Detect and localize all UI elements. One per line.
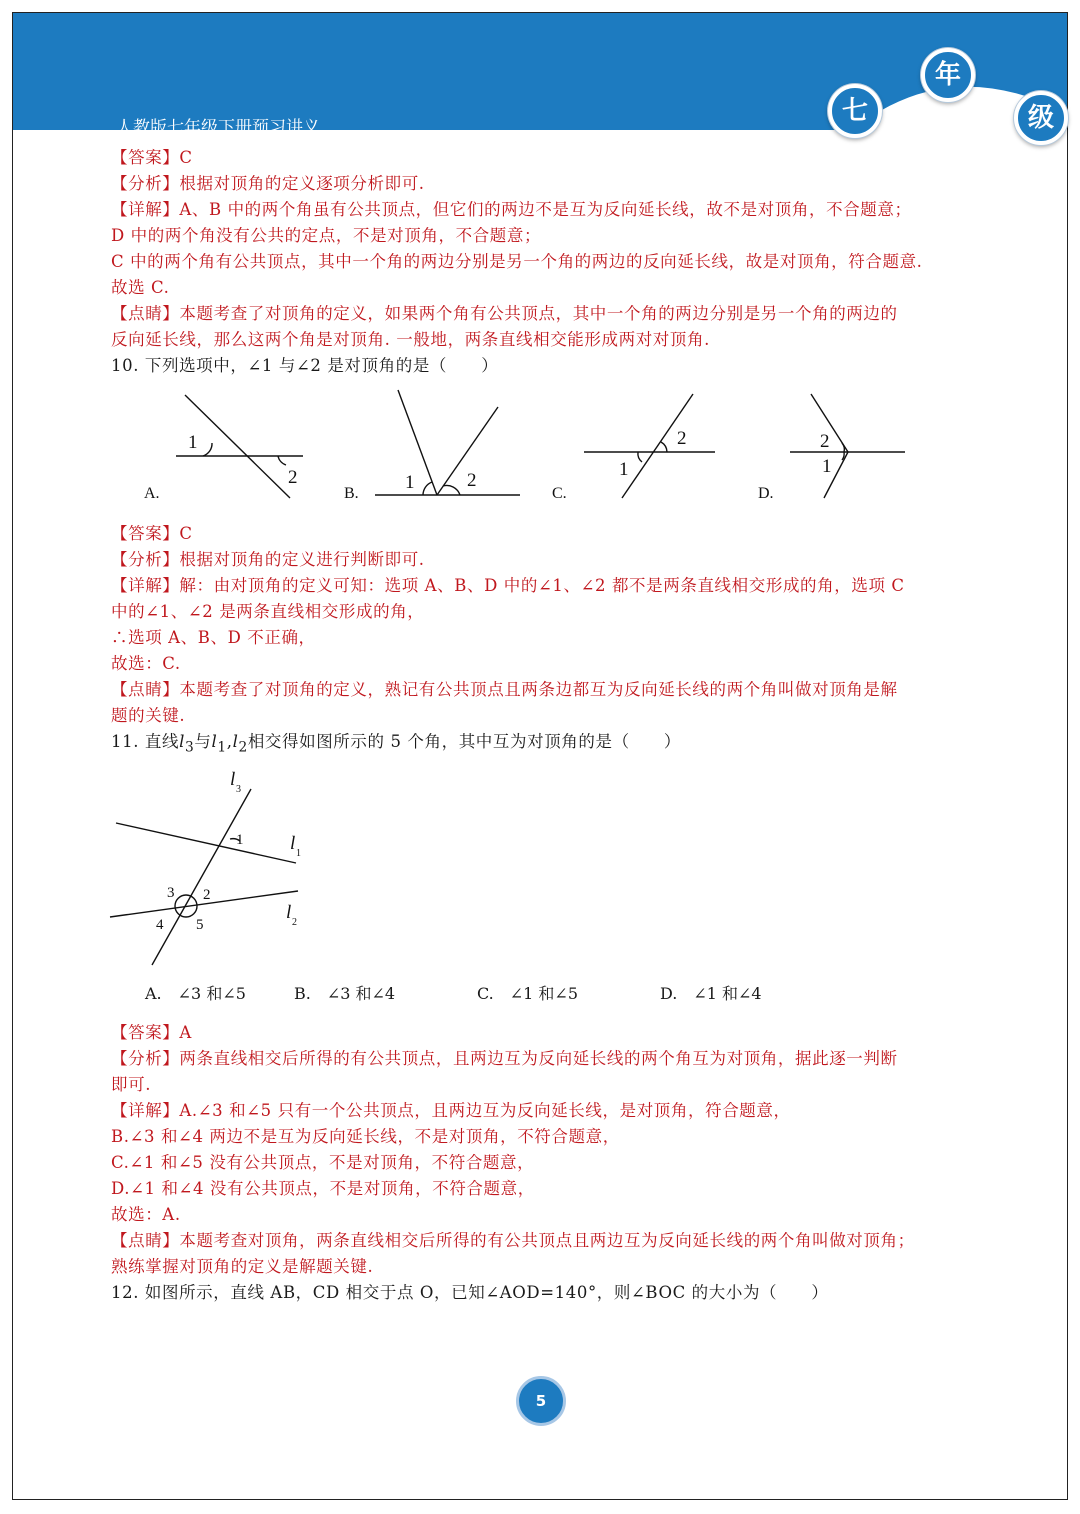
q11-stem-l2: l (232, 732, 239, 751)
q11-comment-2: 熟练掌握对顶角的定义是解题关键. (111, 1257, 374, 1276)
q10-analysis: 【分析】根据对顶角的定义进行判断即可. (111, 550, 425, 569)
header-title: 人教版七年级下册预习讲义 (116, 118, 320, 138)
q10-d-mark-2: 2 (820, 431, 830, 452)
q11-angle-2: 2 (203, 887, 211, 903)
q10-option-d: D. (758, 485, 774, 502)
q11-angle-3: 3 (167, 885, 175, 901)
q10-figures (140, 385, 940, 510)
page-number: 5 (516, 1376, 566, 1426)
q9-detail-3: C 中的两个角有公共顶点，其中一个角的两边分别是另一个角的两边的反向延长线，故是对顶角，符合题意. (111, 252, 923, 271)
q11-fig-l3-sub: 3 (236, 784, 241, 795)
q11-stem-l3: l (179, 732, 185, 751)
q9-detail-2: D 中的两个角没有公共的定点，不是对顶角，不合题意； (111, 226, 542, 245)
q11-detail-2: B.∠3 和∠4 两边不是互为反向延长线，不是对顶角，不符合题意， (111, 1127, 620, 1146)
q10-detail-4: 故选：C. (111, 654, 181, 673)
grade-badge-level: 级 (1014, 91, 1068, 145)
q9-detail-4: 故选 C. (111, 278, 170, 297)
q11-fig-l1-sub: 1 (296, 848, 301, 859)
q9-comment-1: 【点睛】本题考查了对顶角的定义，如果两个角有公共顶点，其中一个角的两边分别是另一个角的两边的 (111, 304, 898, 323)
q10-stem: 10. 下列选项中，∠1 与∠2 是对顶角的是（ ） (111, 356, 499, 375)
q10-answer: 【答案】C (111, 524, 193, 543)
q11-option-c: C. ∠1 和∠5 (477, 984, 579, 1003)
q11-stem-l1: l (211, 732, 218, 751)
grade-badge-year: 年 (921, 48, 975, 102)
q11-fig-l2-sub: 2 (292, 917, 297, 928)
q10-detail-3: ∴选项 A、B、D 不正确， (111, 628, 316, 647)
q11-stem-prefix: 11. 直线 (111, 732, 180, 751)
q10-comment-2: 题的关键. (111, 706, 186, 725)
q11-comment-1: 【点睛】本题考查对顶角，两条直线相交后所得的有公共顶点且两边互为反向延长线的两个角叫做对顶角； (111, 1231, 915, 1250)
q9-answer: 【答案】C (111, 148, 193, 167)
q9-detail-1: 【详解】A、B 中的两个角虽有公共顶点，但它们的两边不是互为反向延长线，故不是对顶角，不合题意； (111, 200, 912, 219)
q10-detail-2: 中的∠1、∠2 是两条直线相交形成的角， (111, 602, 425, 621)
q9-comment-2: 反向延长线，那么这两个角是对顶角. 一般地，两条直线相交能形成两对对顶角. (111, 330, 710, 349)
q10-comment-1: 【点睛】本题考查了对顶角的定义，熟记有公共顶点且两条边都互为反向延长线的两个角叫做对顶角是解 (111, 680, 898, 699)
q11-figure (100, 765, 320, 975)
q11-stem-mid: 与 (194, 732, 212, 751)
q10-option-b: B. (344, 485, 359, 502)
q11-stem-l1-sub: 1 (217, 739, 227, 756)
q11-detail-1: 【详解】A.∠3 和∠5 只有一个公共顶点，且两边互为反向延长线，是对顶角，符合题意， (111, 1101, 791, 1120)
q11-stem-l2-sub: 2 (238, 739, 248, 756)
q11-detail-5: 故选：A. (111, 1205, 181, 1224)
q10-a-mark-2: 2 (288, 467, 298, 488)
q11-angle-5: 5 (196, 917, 204, 933)
q11-option-a: A. ∠3 和∠5 (145, 984, 246, 1003)
q11-angle-1: 1 (236, 832, 244, 848)
q11-stem-l3-sub: 3 (184, 739, 195, 756)
q10-b-mark-1: 1 (405, 472, 415, 493)
q11-stem-suffix: 相交得如图所示的 5 个角，其中互为对顶角的是（ ） (247, 732, 681, 751)
q11-analysis-1: 【分析】两条直线相交后所得的有公共顶点，且两边互为反向延长线的两个角互为对顶角，据此逐一判断 (111, 1049, 898, 1068)
q11-answer: 【答案】A (111, 1023, 192, 1042)
q11-option-d: D. ∠1 和∠4 (660, 984, 762, 1003)
q11-fig-l3: l (230, 769, 236, 790)
q11-detail-4: D.∠1 和∠4 没有公共顶点，不是对顶角，不符合题意， (111, 1179, 535, 1198)
q11-detail-3: C.∠1 和∠5 没有公共顶点，不是对顶角，不符合题意， (111, 1153, 535, 1172)
q10-b-mark-2: 2 (467, 470, 477, 491)
grade-badge-seven: 七 (828, 84, 882, 138)
q11-analysis-2: 即可. (111, 1075, 152, 1094)
q10-a-mark-1: 1 (188, 432, 198, 453)
header-banner (13, 13, 1067, 138)
q11-stem (111, 728, 681, 755)
q10-option-a: A. (144, 485, 160, 502)
q10-d-mark-1: 1 (822, 456, 832, 477)
q9-analysis: 【分析】根据对顶角的定义逐项分析即可. (111, 174, 425, 193)
q10-c-mark-2: 2 (677, 428, 687, 449)
q11-fig-l2: l (286, 902, 292, 923)
q12-stem: 12. 如图所示，直线 AB，CD 相交于点 O，已知∠AOD=140°，则∠BOC 的大小为（ ） (111, 1283, 829, 1302)
q11-fig-l1: l (290, 833, 296, 854)
q10-c-mark-1: 1 (619, 459, 629, 480)
q10-option-c: C. (552, 485, 567, 502)
q11-option-b: B. ∠3 和∠4 (294, 984, 396, 1003)
q10-detail-1: 【详解】解：由对顶角的定义可知：选项 A、B、D 中的∠1、∠2 都不是两条直线相交形成的角，选项 C (111, 576, 905, 595)
q11-angle-4: 4 (156, 917, 164, 933)
q11-stem-comma: , (226, 732, 233, 751)
